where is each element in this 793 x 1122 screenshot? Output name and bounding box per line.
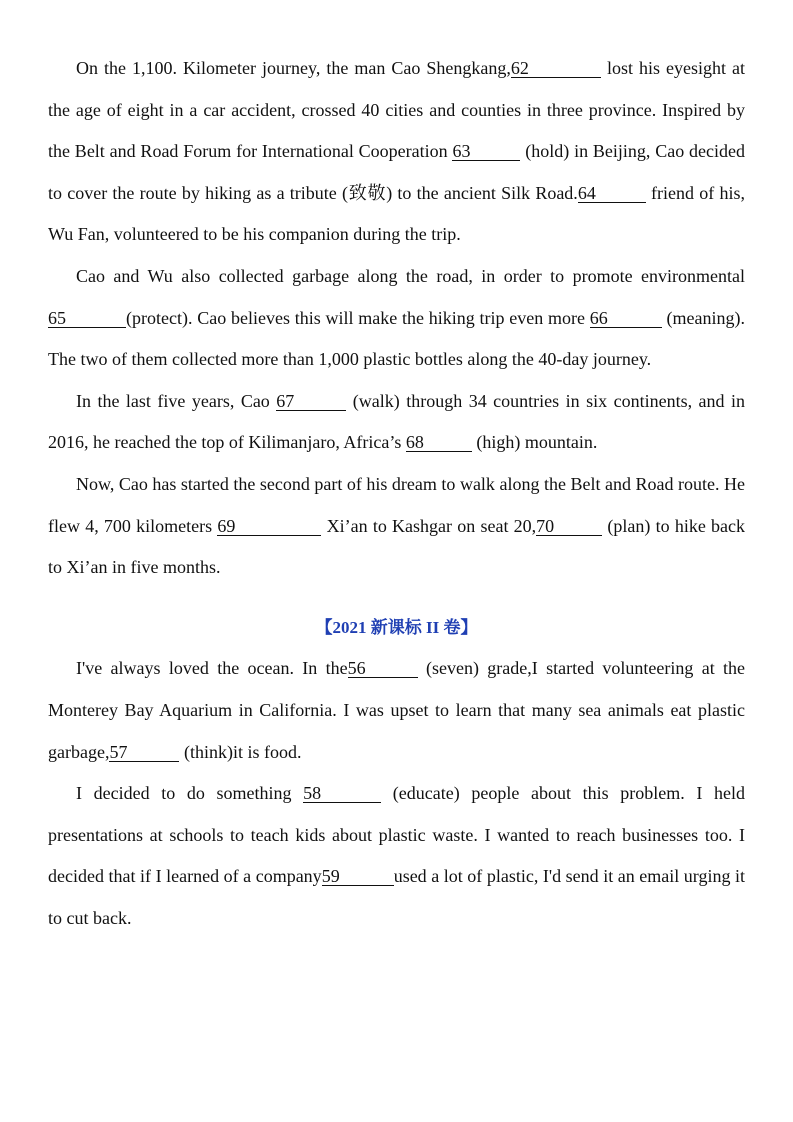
- text: I decided to do something: [76, 783, 292, 804]
- blank-66: 66: [590, 309, 662, 328]
- blank-65: 65: [48, 309, 126, 328]
- text: Cao and Wu also collected garbage along the road, in order to promote environmental: [76, 265, 745, 286]
- text: (think)it is food.: [183, 741, 302, 762]
- text: Xi’an to Kashgar on seat 20,: [326, 515, 537, 536]
- blank-67: 67: [276, 392, 346, 411]
- paragraph-5: [48, 648, 745, 773]
- text: Now, Cao has started the second part of his dream to walk along the Belt and Road route. He flew 4, 700 kilometers: [48, 473, 745, 536]
- text: lost his eyesight at the age of eight in a car accident, crossed 40 cities and counties in three province. Inspired by the Belt and Road Forum for International Cooperation: [48, 58, 746, 162]
- text: (high) mountain.: [476, 432, 598, 453]
- blank-58: 58: [303, 784, 381, 803]
- text: (plan) to hike back to Xi’an in five months.: [48, 515, 746, 578]
- text: friend of his, Wu Fan, volunteered to be his companion during the trip.: [48, 182, 745, 245]
- blank-63: 63: [452, 142, 520, 161]
- text: (educate) people about this problem. I held presentations at schools to teach kids about plastic waste. I wanted to reach businesses too. I decided that if I learned of a company: [48, 783, 746, 887]
- blank-70: 70: [536, 517, 602, 536]
- text: (protect). Cao believes this will make the hiking trip even more: [126, 307, 586, 328]
- text: used a lot of plastic, I'd send it an email urging it to cut back.: [48, 866, 746, 928]
- paragraph-1: [48, 48, 745, 256]
- text: I've always loved the ocean. In the: [76, 658, 348, 679]
- text: On the 1,100. Kilometer journey, the man Cao Shengkang,: [76, 58, 511, 78]
- blank-59: 59: [322, 867, 394, 886]
- blank-68: 68: [406, 433, 472, 452]
- blank-56: 56: [348, 659, 418, 678]
- text: (walk) through 34 countries in six continents, and in 2016, he reached the top of Kilimanjaro, Africa’s: [48, 390, 746, 453]
- text: (seven) grade,I started volunteering at the Monterey Bay Aquarium in California. I was upset to learn that many sea animals eat plastic garbage,: [48, 658, 746, 762]
- paragraph-6: [48, 773, 745, 939]
- text: (meaning). The two of them collected more than 1,000 plastic bottles along the 40-day journey.: [48, 307, 746, 370]
- document-page: [48, 48, 745, 939]
- paragraph-3: [48, 381, 745, 464]
- paragraph-4: [48, 464, 745, 589]
- text: (hold) in Beijing, Cao decided to cover the route by hiking as a tribute (致敬) to the ancient Silk Road.: [48, 141, 746, 203]
- text: In the last five years, Cao: [76, 390, 270, 411]
- blank-69: 69: [217, 517, 321, 536]
- blank-57: 57: [109, 743, 179, 762]
- paragraph-2: [48, 256, 745, 381]
- blank-62: 62: [511, 59, 601, 78]
- section-heading: 【2021 新课标 II 卷】: [315, 617, 478, 637]
- blank-64: 64: [578, 184, 646, 203]
